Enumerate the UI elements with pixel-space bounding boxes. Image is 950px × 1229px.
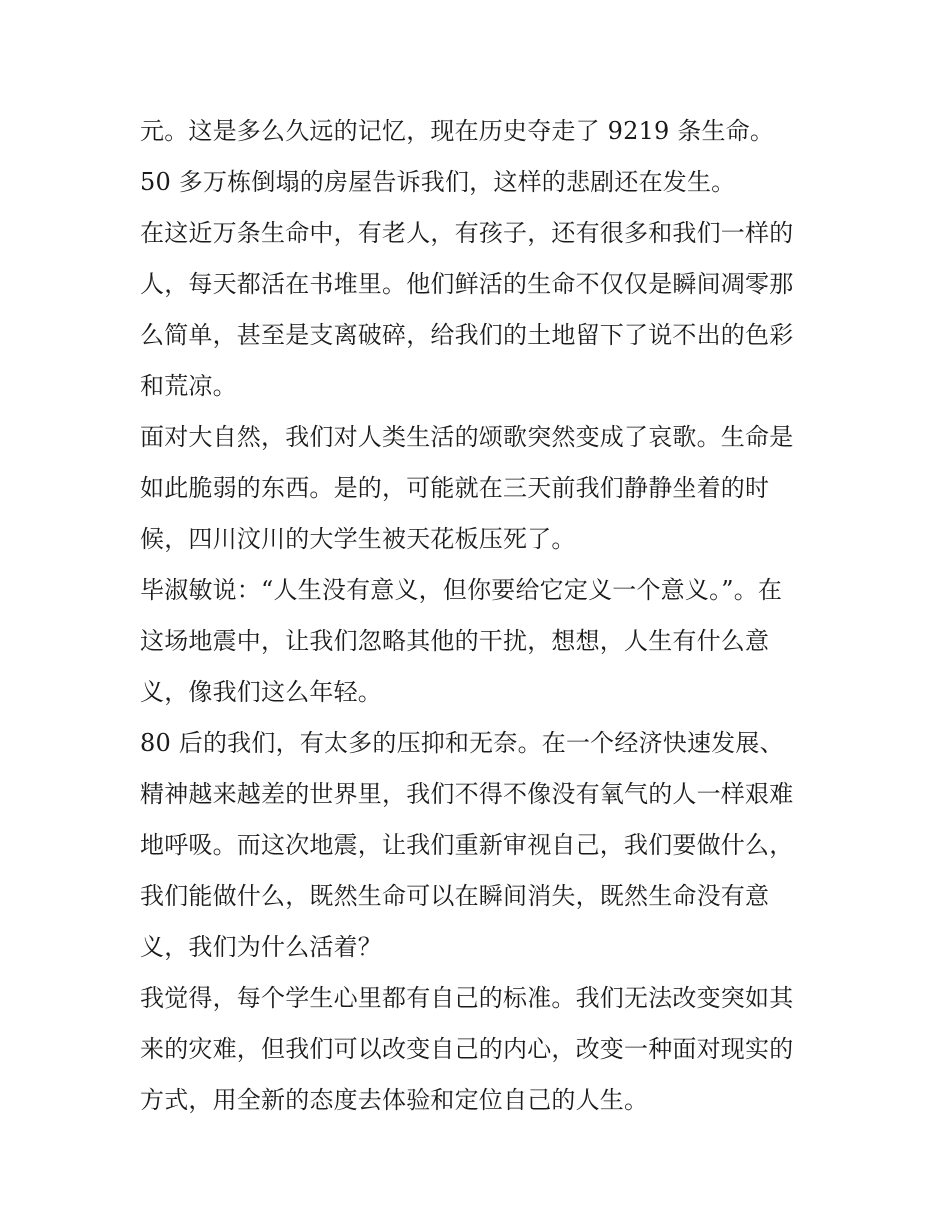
text-line: 地呼吸。而这次地震，让我们重新审视自己，我们要做什么， — [140, 831, 794, 859]
text-line: 元。这是多么久远的记忆，现在历史夺走了 9219 条生命。 — [140, 117, 775, 145]
text-line: 方式，用全新的态度去体验和定位自己的人生。 — [140, 1086, 649, 1114]
text-line: 我觉得，每个学生心里都有自己的标准。我们无法改变突如其 — [140, 984, 794, 1012]
text-line: 我们能做什么，既然生命可以在瞬间消失，既然生命没有意 — [140, 882, 770, 910]
text-line: 和荒凉。 — [140, 372, 237, 400]
essay-text — [140, 106, 820, 1126]
text-line: 80 后的我们，有太多的压抑和无奈。在一个经济快速发展、 — [140, 729, 784, 757]
text-line: 么简单，甚至是支离破碎，给我们的土地留下了说不出的色彩 — [140, 321, 794, 349]
text-line: 来的灾难，但我们可以改变自己的内心，改变一种面对现实的 — [140, 1035, 794, 1063]
text-line: 候，四川汶川的大学生被天花板压死了。 — [140, 525, 576, 553]
text-line: 毕淑敏说：“人生没有意义，但你要给它定义一个意义。”。在 — [140, 576, 783, 604]
text-line: 在这近万条生命中，有老人，有孩子，还有很多和我们一样的 — [140, 219, 794, 247]
text-line: 义，像我们这么年轻。 — [140, 678, 382, 706]
text-line: 人，每天都活在书堆里。他们鲜活的生命不仅仅是瞬间凋零那 — [140, 270, 794, 298]
text-line: 50 多万栋倒塌的房屋告诉我们，这样的悲剧还在发生。 — [140, 168, 736, 196]
text-line: 面对大自然，我们对人类生活的颂歌突然变成了哀歌。生命是 — [140, 423, 794, 451]
text-line: 这场地震中，让我们忽略其他的干扰，想想，人生有什么意 — [140, 627, 770, 655]
text-line: 义，我们为什么活着？ — [140, 933, 382, 961]
text-line: 精神越来越差的世界里，我们不得不像没有氧气的人一样艰难 — [140, 780, 794, 808]
text-line: 如此脆弱的东西。是的，可能就在三天前我们静静坐着的时 — [140, 474, 770, 502]
